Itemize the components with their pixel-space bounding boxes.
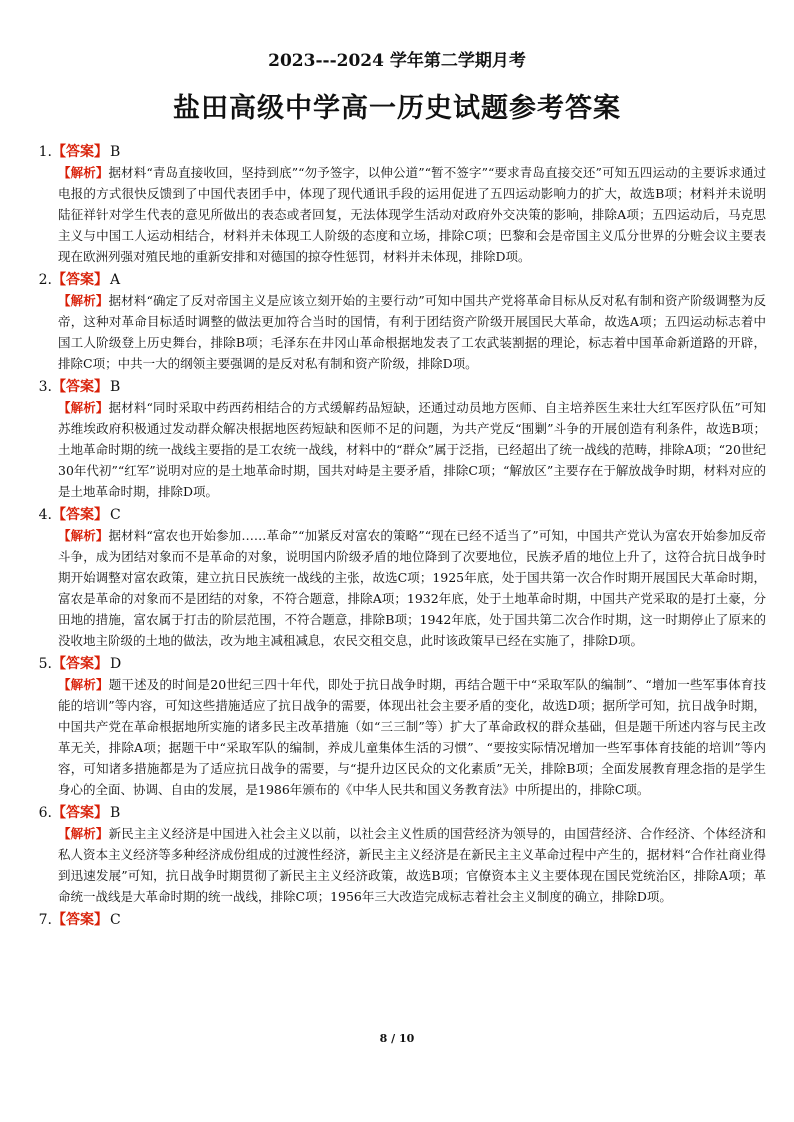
answer-tag: 【答案】	[52, 805, 108, 821]
analysis-text: 据材料“富农也开始参加……革命”“加紧反对富农的策略”“现在已经不适当了”可知，中国共产党认为富农开始参加反帝斗争，成为团结对象而不是革命的对象，说明国内阶级矛盾的地位降到了次要地位，民族矛盾的地位上升了，这符合抗日战争时期开始调整对富农政策，建立抗日民族统一战线的主张，故选C项；1925年底，处于国共第一次合作时期开展国民大革命时期，富农是革命的对象而不是团结的对象，不符合题意，排除A项；1932年底，处于土地革命时期，中国共产党采取的是打土豪，分田地的措施，富农属于打击的阶层范围，不符合题意，排除B项；1942年底，处于国共第二次合作时期，这一时期停止了原来的没收地主阶级的土地的做法，改为地主减租减息，农民交租交息，此时该政策早已经在实施了，排除D项。	[58, 528, 766, 648]
answer-tag: 【答案】	[52, 379, 108, 395]
question-number: 4.	[38, 507, 52, 523]
analysis-tag: 【解析】	[58, 528, 109, 543]
answer-tag: 【答案】	[52, 272, 108, 288]
answer-row	[36, 654, 766, 674]
answer-tag: 【答案】	[52, 912, 108, 928]
analysis-text: 题干述及的时间是20世纪三四十年代，即处于抗日战争时期，再结合题干中“采取军队的编制”、“增加一些军事体育技能的培训”等内容，可知这些措施适应了抗日战争的需要，体现出社会主要矛盾的变化，故选D项；据所学可知，抗日战争时期，中国共产党在革命根据地所实施的诸多民主改革措施（如“三三制”等）扩大了革命政权的群众基础，但是题干所述内容与民主改革无关，排除A项；据题干中“采取军队的编制，养成儿童集体生活的习惯”、“要按实际情况增加一些军事体育技能的培训”等内容，可知诸多措施都是为了适应抗日战争的需要，与“提升边区民众的文化素质”无关，排除B项；全面发展教育理念指的是学生身心的全面、协调、自由的发展，是1986年颁布的《中华人民共和国义务教育法》中所提出的，排除C项。	[58, 677, 766, 797]
question-number: 5.	[38, 656, 52, 672]
answer-item-4	[36, 505, 766, 651]
page-number: 8 / 10	[379, 1032, 415, 1045]
answer-item-2	[36, 270, 766, 374]
answer-value: B	[110, 379, 121, 395]
answer-row	[36, 803, 766, 823]
answer-item-6	[36, 803, 766, 907]
analysis-paragraph	[58, 674, 766, 800]
answer-row	[36, 505, 766, 525]
answer-value: B	[110, 805, 121, 821]
answer-row	[36, 377, 766, 397]
answer-row	[36, 142, 766, 162]
answer-value: C	[110, 507, 121, 523]
answer-list	[36, 142, 766, 933]
answer-item-3	[36, 377, 766, 502]
analysis-text: 据材料“确定了反对帝国主义是应该立刻开始的主要行动”可知中国共产党将革命目标从反对私有制和资产阶级调整为反帝，这种对革命目标适时调整的做法更加符合当时的国情，有利于团结资产阶级开展国民大革命，故选A项；五四运动标志着中国工人阶级登上历史舞台，排除B项；毛泽东在井冈山革命根据地发表了工农武装割据的理论，标志着中国革命新道路的开辟，排除C项；中共一大的纲领主要强调的是反对私有制和资产阶级，排除D项。	[58, 293, 766, 371]
analysis-text: 新民主主义经济是中国进入社会主义以前，以社会主义性质的国营经济为领导的，由国营经济、合作经济、个体经济和私人资本主义经济等多种经济成份组成的过渡性经济，新民主主义经济是在新民主主义革命过程中产生的，据材料“合作社商业得到迅速发展”可知，抗日战争时期贯彻了新民主主义经济政策，故选B项；官僚资本主义主要体现在国民党统治区，排除A项；革命统一战线是大革命时期的统一战线，排除C项；1956年三大改造完成标志着社会主义制度的确立，排除D项。	[58, 826, 766, 904]
question-number: 3.	[38, 379, 52, 395]
answer-tag: 【答案】	[52, 144, 108, 160]
answer-row	[36, 270, 766, 290]
analysis-paragraph	[58, 290, 766, 374]
analysis-tag: 【解析】	[58, 293, 109, 308]
analysis-text: 据材料“同时采取中药西药相结合的方式缓解药品短缺，还通过动员地方医师、自主培养医生来壮大红军医疗队伍”可知苏维埃政府积极通过发动群众解决根据地医药短缺和医师不足的问题，为共产党反“围剿”斗争的开展创造有利条件，故选B项；土地革命时期的统一战线主要指的是工农统一战线，材料中的“群众”属于泛指，已经超出了统一战线的范畴，排除A项；“20世纪30年代初”“红军”说明对应的是土地革命时期，国共对峙是主要矛盾，排除C项；“解放区”主要存在于解放战争时期，材料对应的是土地革命时期，排除D项。	[58, 400, 766, 499]
answer-item-7	[36, 910, 766, 930]
analysis-text: 据材料“青岛直接收回，坚持到底”“勿予签字，以伸公道”“暂不签字”“要求青岛直接交还”可知五四运动的主要诉求通过电报的方式很快反馈到了中国代表团手中，体现了现代通讯手段的运用促进了五四运动影响力的扩大，故选B项；材料并未说明陆征祥针对学生代表的意见所做出的表态或者回复，无法体现学生活动对政府外交决策的影响，排除A项；五四运动后，马克思主义与中国工人运动相结合，材料并未体现工人阶级的态度和立场，排除C项；巴黎和会是帝国主义瓜分世界的分赃会议主要表现在欧洲列强对殖民地的重新安排和对德国的掠夺性惩罚，材料并未体现，排除D项。	[58, 165, 766, 264]
answer-item-5	[36, 654, 766, 800]
answer-tag: 【答案】	[52, 656, 108, 672]
document-title: 盐田高级中学高一历史试题参考答案	[173, 93, 621, 124]
question-number: 1.	[38, 144, 52, 160]
answer-row	[36, 910, 766, 930]
question-number: 7.	[38, 912, 52, 928]
analysis-paragraph	[58, 162, 766, 267]
question-number: 6.	[38, 805, 52, 821]
answer-value: B	[110, 144, 121, 160]
question-number: 2.	[38, 272, 52, 288]
analysis-tag: 【解析】	[58, 400, 109, 415]
answer-tag: 【答案】	[52, 507, 108, 523]
analysis-paragraph	[58, 397, 766, 502]
answer-value: A	[110, 272, 121, 288]
answer-value: C	[110, 912, 121, 928]
exam-term-title: 2023---2024 学年第二学期月考	[268, 51, 526, 71]
analysis-tag: 【解析】	[58, 165, 109, 180]
analysis-paragraph	[58, 525, 766, 651]
analysis-paragraph	[58, 823, 766, 907]
answer-value: D	[110, 656, 122, 672]
analysis-tag: 【解析】	[58, 826, 109, 841]
analysis-tag: 【解析】	[58, 677, 109, 692]
answer-item-1	[36, 142, 766, 267]
